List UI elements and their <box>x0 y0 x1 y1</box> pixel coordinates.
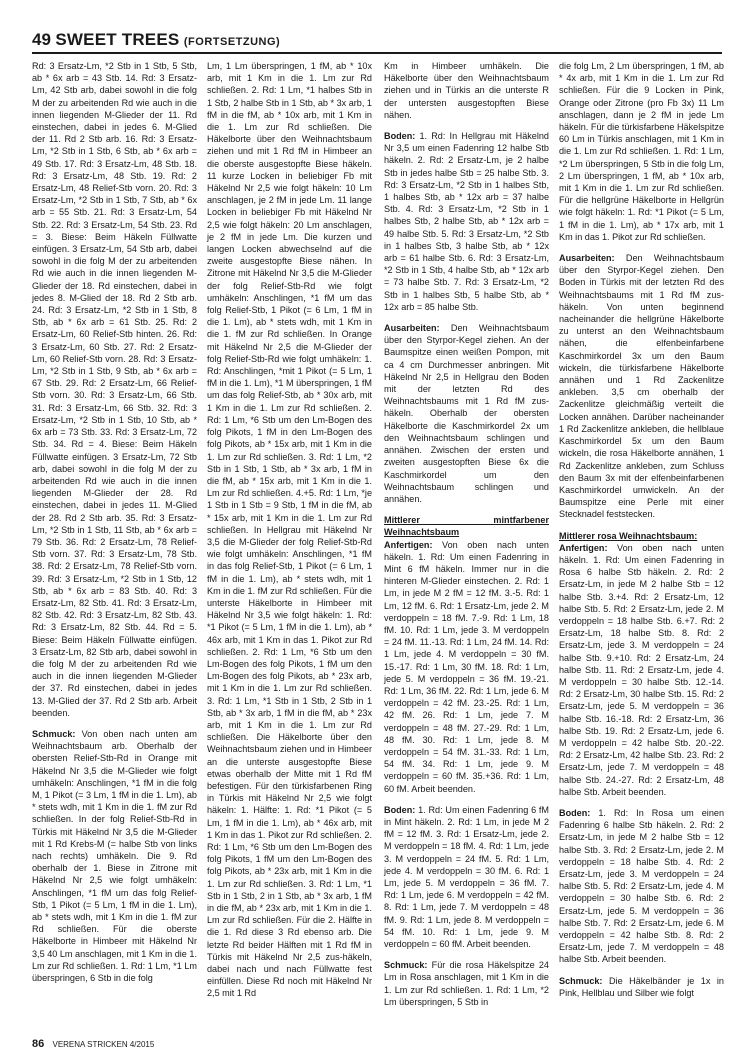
paragraph-schmuck <box>559 975 724 999</box>
header-rule <box>32 52 722 54</box>
paragraph-text: Von oben nach unten am Weihnachtsbaum arb. Oberhalb der obersten Relief-Stb-Rd in Orange mit Häkelnd Nr 3,5 die M-Glieder wie folgt umhäkeln: Anschlingen, *1 fM in die folg M, 1 Pikot (= 3 Lm, 1 fM in die 1. Lm), ab * stets wdh, mit 1 Km in die 1. fM zur Rd schließen. In der folg Relief-Stb-Rd in Türkis mit Häkelnd Nr 3,5 die M-Glieder mit 1 Rd Krebs-M (= halbe Stb von links nach rechts) umhäkeln. Die 9. Rd oberhalb der 1. Biese in Zitrone mit Häkelnd Nr 2,5 wie folgt umhäkeln: Anschlingen, *1 fM um das folg Relief-Stb, 1 Pikot (= 5 Lm, 1 fM in die 1. Lm), ab * stets wdh, mit 1 Km in die 1. fM zur Rd schließen. Für die oberste Häkelborte in Himbeer mit Häkelnd Nr 3,5 40 Lm anschlagen, mit 1 Km in die 1. Lm zur Rd schließen. 1. Rd: 1 Lm, *1 Lm überspringen, 6 Stb in die folg <box>32 728 197 984</box>
paragraph-schmuck <box>32 728 197 984</box>
paragraph-text: 1. Rd: In Hellgrau mit Häkelnd Nr 3,5 um einen Fadenring 12 halbe Stb häkeln. 2. Rd: 2 Ersatz-Lm, je 2 halbe Stb in jedes halbe Stb = 25 halbe Stb. 3. Rd: 3 Ersatz-Lm, *2 Stb in 1 halbes Stb, 1 halbes Stb, ab * 12x arb = 37 halbe Stb. 4. Rd: 3 Ersatz-Lm, *2 Stb in 1 halbes Stb, 2 halbe Stb, ab * 12x arb = 49 halbe Stb. 5. Rd: 3 Ersatz-Lm, *2 Stb in 1 halbes Stb, 3 halbe Stb, ab * 12x arb = 61 halbe Stb. 6. Rd: 3 Ersatz-Lm, *2 Stb in 1 Stb, 4 halbe Stb, ab * 12x arb = 73 halbe Stb. 7. Rd: 3 Ersatz-Lm, *2 Stb in 1 halbes Stb, 5 halbe Stb, ab * 12x arb = 85 halbe Stb. <box>384 131 549 312</box>
section-label: Schmuck: <box>559 975 603 986</box>
paragraph-text: Für die rosa Häkelspitze 24 Lm in Rosa anschlagen, mit 1 Km in die 1. Lm zur Rd schließen. 1. Rd: 1 Lm, *2 Lm überspringen, 5 Stb in <box>384 960 549 1007</box>
paragraph-text: Von oben nach unten häkeln. 1. Rd: Um einen Fadenring in Rosa 6 halbe Stb häkeln. 2. Rd: 2 Ersatz-Lm, in jede M 2 halbe Stb = 12 halbe Stb. 3.+4. Rd: 2 Ersatz-Lm, 12 halbe Stb. 5. Rd: 2 Ersatz-Lm, jede 2. M verdoppeln = 18 halbe Stb. 6.+7. Rd: 2 Ersatz-Lm, 18 halbe Stb. 8. Rd: 2 Ersatz-Lm, jede 3. M verdoppeln = 24 halbe Stb. 9.+10. Rd: 2 Ersatz-Lm, 24 halbe Stb. 11. Rd: 2 Ersatz-Lm, jede 4. M verdoppeln = 30 halbe Stb. 12.-14. Rd: 2 Ersatz-Lm, 30 halbe Stb. 15. Rd: 2 Ersatz-Lm, jede 5. M verdoppeln = 36 halbe Stb. 16.-18. Rd: 2 Ersatz-Lm, 36 halbe Stb. 19. Rd: 2 Ersatz-Lm, jede 6. M verdoppeln = 42 halbe Stb. 20.-22. Rd: 2 Ersatz-Lm, 42 halbe Stb. 23. Rd: 2 Ersatz-Lm, jede 7. M verdoppeln = 48 halbe Stb. 24.-27. Rd: 2 Ersatz-Lm, 48 halbe Stb. Arbeit beenden. <box>559 542 724 797</box>
paragraph-boden <box>384 804 549 950</box>
pattern-title: SWEET TREES <box>55 30 180 49</box>
paragraph-anfertigen <box>384 539 549 795</box>
paragraph-ausarbeiten <box>384 322 549 505</box>
page-header <box>32 30 722 54</box>
pattern-number: 49 <box>32 30 51 49</box>
text-column-1 <box>32 60 197 993</box>
paragraph: Lm, 1 Lm überspringen, 1 fM, ab * 10x arb, mit 1 Km in die 1. Lm zur Rd schließen. 2. Rd: 1 Lm, *1 halbes Stb in 1 Stb, 2 halbe Stb in 1 Stb, ab * 3x arb, 1 fM in die fM, ab * 10x arb, mit 1 Km in die 1. Lm zur Rd schließen. Die Häkelborte über den Weihnachtsbaum ziehen und mit 1 Rd fM in Himbeer an die oberste ausgestopfte Biese häkeln. 11 kurze Locken in beliebiger Fb mit Häkelnd Nr 2,5 wie folgt häkeln: 10 Lm anschlagen, je 2 fM in jede Lm. 11 lange Locken in beliebiger Fb mit Häkelnd Nr 2,5 wie folgt häkeln: 20 Lm anschlagen, je 2 fM in jede Lm. Die kurzen und langen Locken abwechselnd auf die zweite ausgestopfte Biese nähen. In Zitrone mit Häkelnd Nr 3,5 die M-Glieder der folg Relief-Stb-Rd wie folgt umhäkeln: Anschlingen, *1 fM um das folg Relief-Stb, 1 Pikot (= 6 Lm, 1 fM in die 1. Lm), ab * stets wdh, mit 1 Km in die 1. fM zur Rd schließen. In Orange mit Häkelnd Nr 2,5 die M-Glieder der folg Relief-Stb-Rd wie folgt umhäkeln: 1. Rd: Anschlingen, *mit 1 Pikot (= 5 Lm, 1 fM in die 1. Lm), *1 M überspringen, 1 fM um das folg Relief-Stb, ab * 30x arb, mit 1 Km in die 1. Lm zur Rd schließen. 2. Rd: 1 Lm, *6 Stb um den Lm-Bogen des folg Pikots, 1 fM in den Lm-Bogen des folg Pikots, ab * 15x arb, mit 1 Km in die 1. Lm zur Rd schließen. 3. Rd: 1 Lm, *2 Stb in 1 Stb, 1 Stb, ab * 3x arb, 1 fM in die fM, ab * 15x arb, mit 1 Km in die 1. Lm zur Rd schließen. 4.+5. Rd: 1 Lm, *je 1 Stb in 1 Stb = 9 Stb, 1 fM in die fM, ab * 15x arb, mit 1 Km in die 1. Lm zur Rd schließen. In Hellgrau mit Häkelnd Nr 3,5 die M-Glieder der folg Relief-Stb-Rd wie folgt umhäkeln: Anschlingen, *1 fM in das folg Relief-Stb, 1 Pikot (= 6 Lm, 1 fM in die 1. Lm), ab * stets wdh, mit 1 Km in die 1. fM zur Rd schließen. Für die unterste Häkelborte in Himbeer mit Häkelnd Nr 3,5 wie folgt häkeln: 1. Rd: *1 Pikot (= 5 Lm, 1 fM in die 1. Lm), ab * 46x arb, mit 1 Km in das 1. Pikot zur Rd schließen. 2. Rd: 1 Lm, *6 Stb um den Lm-Bogen des folg Pikots, 1 fM um den Lm-Bogen des folg Pikots, ab * 23x arb, mit 1 Km in die 1. Lm zur Rd schließen. 3. Rd: 1 Lm, *1 Stb in 1 Stb, 2 Stb in 1 Stb, ab * 3x arb, 1 fM in die fM, ab * 23x arb, mit 1 Km in die 1. Lm zur Rd schließen. Die Häkelborte über den Weihnachtsbaum ziehen und in Himbeer an die unterste ausgestopfte Biese etwas oberhalb der Mitte mit 1 Rd fM befestigen. Für den türkisfarbenen Ring in Türkis mit Häkelnd Nr 2,5 wie folgt häkeln: 1. Hälfte: 1. Rd: *1 Pikot (= 5 Lm, 1 fM in die 1. Lm), ab * 46x arb, mit 1 Km in das 1. Pikot zur Rd schließen. 2. Rd: 1 Lm, *6 Stb um den Lm-Bogen des folg Pikots, 1 fM um den Lm-Bogen des folg Pikots, ab * 23x arb, mit 1 Km in die 1. Lm zur Rd schließen. 3. Rd: 1 Lm, *1 Stb in 1 Stb, 2 in 1 Stb, ab * 3x arb, 1 fM in die fM, ab * 23x arb, mit 1 Km in die 1. Lm zur Rd schließen. Für die 2. Hälfte in die 1. Rd diese 3 Rd ebenso arb. Die letzte Rd beider Hälften mit 1 Rd fM in Türkis mit Häkelnd Nr 2,5 zus-häkeln, dabei nach und nach Füllwatte fest einfüllen. Diese Rd noch mit Häkelnd Nr 2,5 mit 1 Rd <box>207 61 372 999</box>
magazine-name: VERENA STRICKEN 4/2015 <box>52 1040 155 1049</box>
text-column-4 <box>559 60 724 1008</box>
section-label: Ausarbeiten: <box>559 253 615 264</box>
page-footer <box>32 1038 154 1050</box>
paragraph-text: Die Häkelbänder je 1x in Pink, Hellblau und Silber wie folgt <box>559 975 724 998</box>
paragraph-text: Den Weihnachtsbaum über den Styrpor-Kegel ziehen. An der Baumspitze einen weißen Pompon, mit ca 4 cm Durchmesser anbringen. Mit Häkelnd Nr 2,5 in Hellgrau den Boden mit der letzten Rd des Weihnachtsbaums mit 1 Rd fM zus-häkeln. Oberhalb der obersten Häkelborte die Kaschmirkordel 2x um den Weihnachtsbaum schlingen und annähen. Zwischen der ersten und zweiten ausgestopften Biese 6x die Kaschmirkordel um den Weihnachtsbaum schlingen und annähen. <box>384 323 549 504</box>
paragraph: Rd: 3 Ersatz-Lm, *2 Stb in 1 Stb, 5 Stb, ab * 6x arb = 43 Stb. 14. Rd: 3 Ersatz-Lm, 42 Stb arb, dabei sowohl in die folg M der zu arbeitenden Rd wie auch in die innen liegenden M-Glieder der 11. Rd einstechen, dabei in jedes 6. M-Glied der 11. Rd 2 Stb arb. 16. Rd: 3 Ersatz-Lm, *2 Stb in 1 Stb, 6 Stb, ab * 6x arb = 49 Stb. 17. Rd: 3 Ersatz-Lm, 48 Stb. 18. Rd: 3 Ersatz-Lm, 48 Stb. 19. Rd: 2 Ersatz-Lm, 48 Relief-Stb vorn. 20. Rd: 3 Ersatz-Lm, *2 Stb in 1 Stb, 7 Stb, ab * 6x arb = 55 Stb. 21. Rd: 3 Ersatz-Lm, 54 Stb. 22. Rd: 3 Ersatz-Lm, 54 Stb. 23. Rd = 3. Biese: Beim Häkeln Füllwatte einfügen. 3 Ersatz-Lm, 54 Stb arb, dabei sowohl in die folg M der zu arbeitenden Rd wie auch in die innen liegenden M-Glieder der 18. Rd einstechen, dabei in jedes 8. M-Glied der 18. Rd 2 Stb arb. 24. Rd: 3 Ersatz-Lm, *2 Stb in 1 Stb, 8 Stb, ab * 6x arb = 61 Stb. 25. Rd: 2 Ersatz-Lm, 60 Relief-Stb hinten. 26. Rd: 3 Ersatz-Lm, 60 Stb. 27. Rd: 2 Ersatz-Lm, 60 Relief-Stb vorn. 28. Rd: 3 Ersatz-Lm, *2 Stb in 1 Stb, 9 Stb, ab * 6x arb = 67 Stb. 29. Rd: 2 Ersatz-Lm, 66 Relief-Stb vorn. 30. Rd: 3 Ersatz-Lm, 66 Stb. 31. Rd: 3 Ersatz-Lm, 66 Stb. 32. Rd: 3 Ersatz-Lm, *2 Stb in 1 Stb, 10 Stb, ab * 6x arb = 73 Stb. 33. Rd: 3 Ersatz-Lm, 72 Stb. 34. Rd = 4. Biese: Beim Häkeln Füllwatte einfügen. 3 Ersatz-Lm, 72 Stb arb, dabei sowohl in die folg M der zu arbeitenden Rd wie auch in die innen liegenden M-Glieder der 28. Rd einstechen, dabei in jedes 11. M-Glied der 28. Rd 2 Stb arb. 35. Rd: 3 Ersatz-Lm, *2 Stb in 1 Stb, 11 Stb, ab * 6x arb = 79 Stb. 36. Rd: 2 Ersatz-Lm, 78 Relief-Stb vorn. 37. Rd: 3 Ersatz-Lm, 78 Stb. 38. Rd: 2 Ersatz-Lm, 78 Relief-Stb vorn. 39. Rd: 3 Ersatz-Lm, *2 Stb in 1 Stb, 12 Stb, ab * 6x arb = 83 Stb. 40. Rd: 3 Ersatz-Lm, 82 Stb. 41. Rd: 3 Ersatz-Lm, 82 Stb. 42. Rd: 3 Ersatz-Lm, 82 Stb. 43. Rd: 3 Ersatz-Lm, 82 Stb. 44. Rd = 5. Biese: Beim Häkeln Füllwatte einfügen. 3 Ersatz-Lm, 82 Stb arb, dabei sowohl in die folg M der zu arbeitenden Rd wie auch in die innen liegenden M-Glieder der 37. Rd einstechen, dabei in jedes 13. M-Glied der 37. Rd 2 Stb arb. Arbeit beenden. <box>32 61 197 718</box>
section-label: Anfertigen: <box>559 542 608 553</box>
paragraph: die folg Lm, 2 Lm überspringen, 1 fM, ab * 4x arb, mit 1 Km in die 1. Lm zur Rd schließen. Für die 9 Locken in Pink, Orange oder Zitrone (pro Fb 3x) 11 Lm anschlagen, dann je 2 fM in jede Lm häkeln. Für die türkisfarbene Häkelspitze 60 Lm in Türkis anschlagen, mit 1 Km in die 1. Lm zur Rd schließen. 1. Rd: 1 Lm, *2 Lm überspringen, 5 Stb in die folg Lm, 2 Lm überspringen, 1 fM, ab * 10x arb, mit 1 Km in die 1. Lm zur Rd schließen. Für die hellgrüne Häkelborte in Hellgrün wie folgt häkeln: 1. Rd: *1 Pikot (= 5 Lm, 1 fM in die 1. Lm), ab * 17x arb, mit 1 Km in das 1. Pikot zur Rd schließen. <box>559 61 724 242</box>
page-number: 86 <box>32 1038 45 1050</box>
section-label: Anfertigen: <box>384 539 433 550</box>
section-label: Boden: <box>384 804 416 815</box>
paragraph: Km in Himbeer umhäkeln. Die Häkelborte über den Weihnachtsbaum ziehen und in Türkis an die unterste R der untersten ausgestopften Biese nähen. <box>384 61 549 120</box>
section-label: Boden: <box>559 807 591 818</box>
text-column-2 <box>207 60 372 1009</box>
paragraph-text: 1. Rd: In Rosa um einen Fadenring 6 halbe Stb häkeln. 2. Rd: 2 Ersatz-Lm, in jede M 2 halbe Stb = 12 halbe Stb. 3. Rd: 2 Ersatz-Lm, jede 2. M verdoppeln = 18 halbe Stb. 4. Rd: 2 Ersatz-Lm, jede 3. M verdoppeln = 24 halbe Stb. 5. Rd: 2 Ersatz-Lm, jede 4. M verdoppeln = 30 halbe Stb. 6. Rd: 2 Ersatz-Lm, jede 5. M verdoppeln = 36 halbe Stb. 7. Rd: 2 Ersatz-Lm, jede 6. M verdoppeln = 42 halbe Stb. 8. Rd: 2 Ersatz-Lm, jede 7. M verdoppeln = 48 halbe Stb. Arbeit beenden. <box>559 807 724 965</box>
paragraph-text: Von oben nach unten häkeln. 1. Rd: Um einen Fadenring in Mint 6 fM häkeln. Immer nur in die hinteren M-Glieder einstechen. 2. Rd: 1 Lm, in jede M 2 fM = 12 fM. 3.-5. Rd: 1 Lm, 12 fM. 6. Rd: 1 Ersatz-Lm, jede 2. M verdoppeln = 18 fM. 7.-9. Rd: 1 Lm, 18 fM. 10. Rd: 1 Lm, jede 3. M verdoppeln = 24 fM. 11.-13. Rd: 1 Lm, 24 fM. 14. Rd: 1 Lm, jede 4. M verdoppeln = 30 fM. 15.-17. Rd: 1 Lm, 30 fM. 18. Rd: 1 Lm, jede 5. M verdoppeln = 36 fM. 19.-21. Rd: 1 Lm, 36 fM. 22. Rd: 1 Lm, jede 6. M verdoppeln = 42 fM. 23.-25. Rd: 1 Lm, 42 fM. 26. Rd: 1 Lm, jede 7. M verdoppeln = 48 fM. 27.-29. Rd: 1 Lm, 48 fM. 30. Rd: 1 Lm, jede 8. M verdoppeln = 54 fM. 31.-33. Rd: 1 Lm, 54 fM. 34. Rd: 1 Lm, jede 9. M verdoppeln = 60 fM. 35.+36. Rd: 1 Lm, 60 fM. Arbeit beenden. <box>384 539 549 794</box>
section-heading-mint-tree: Mittlerer mintfarbener Weihnachtsbaum <box>384 515 549 538</box>
paragraph-boden <box>559 807 724 966</box>
pattern-subtitle: (FORTSETZUNG) <box>183 36 281 48</box>
section-heading-rosa-tree: Mittlerer rosa Weihnachtsbaum: <box>559 530 698 541</box>
paragraph-schmuck <box>384 959 549 1008</box>
section-label: Ausarbeiten: <box>384 323 440 334</box>
paragraph-anfertigen <box>559 542 724 798</box>
paragraph-ausarbeiten <box>559 252 724 520</box>
paragraph-boden <box>384 130 549 313</box>
section-label: Schmuck: <box>384 960 428 971</box>
section-label: Boden: <box>384 131 416 142</box>
text-column-3 <box>384 60 549 1017</box>
paragraph-text: Den Weihnachtsbaum über den Styrpor-Kegel ziehen. Den Boden in Türkis mit der letzten Rd des Weihnachtsbaums mit 1 Rd fM zus-häkeln. Von unten beginnend nacheinander die hellgrüne Häkelborte zu unterst an den Weihnachtsbaum nähen, die elfenbeinfarbene Kaschmirkordel 3x um den Baum wickeln, die türkisfarbene Häkelborte annähen und 1 Rd Zackenlitze ankleben. 3,5 cm oberhalb der Zackenlitze gleichmäßig verteilt die Locken annähen. Darüber nacheinander 1 Rd Zackenlitze ankleben, die hellblaue Kaschmirkordel 5x um den Baum wickeln, die rosa Häkelborte annähen, 1 Rd Zackenlitze ankleben, zum Schluss den Baum 3x mit der elfenbeinfarbenen Kaschmirkordel umwickeln. An der Baumspitze eine Perle mit einer Stecknadel feststecken. <box>559 253 724 520</box>
section-label: Schmuck: <box>32 728 76 739</box>
paragraph-text: 1. Rd: Um einen Fadenring 6 fM in Mint häkeln. 2. Rd: 1 Lm, in jede M 2 fM = 12 fM. 3. Rd: 1 Ersatz-Lm, jede 2. M verdoppeln = 18 fM. 4. Rd: 1 Lm, jede 3. M verdoppeln = 24 fM. 5. Rd: 1 Lm, jede 4. M verdoppeln = 30 fM. 6. Rd: 1 Lm, jede 5. M verdoppeln = 36 fM. 7. Rd: 1 Lm, jede 6. M verdoppeln = 42 fM. 8. Rd: 1 Lm, jede 7. M verdoppeln = 48 fM. 9. Rd: 1 Lm, jede 8. M verdoppeln = 54 fM. 10. Rd: 1 Lm, jede 9. M verdoppeln = 60 fM. Arbeit beenden. <box>384 804 549 950</box>
